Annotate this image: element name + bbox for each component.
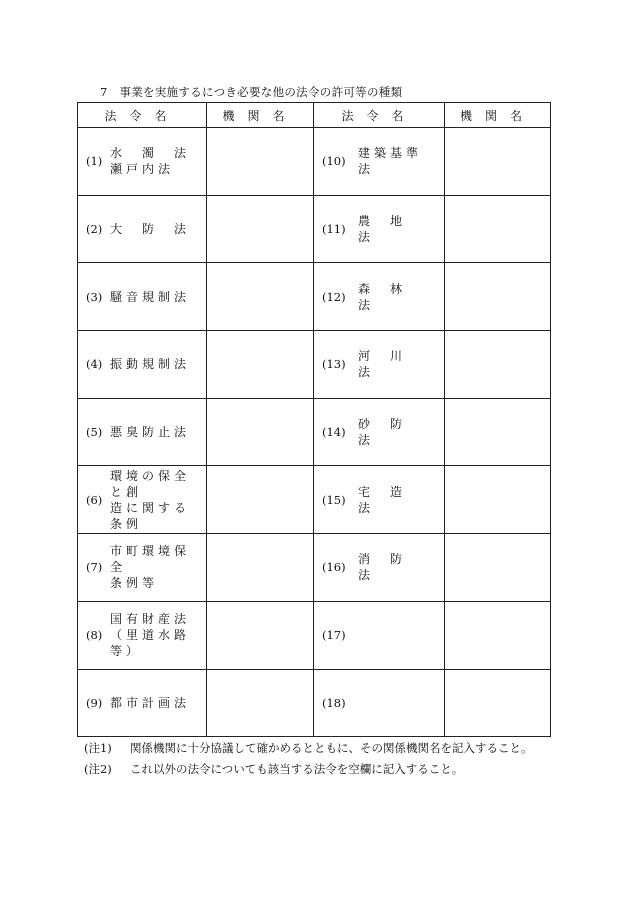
agency-cell-right[interactable] [445,195,551,263]
law-name-line: 瀬戸内法 [110,162,175,177]
law-name [110,424,196,440]
law-number: (15) [322,492,346,507]
law-number: (8) [86,628,103,643]
agency-cell-right[interactable] [445,128,551,196]
table-row [78,534,551,602]
law-name-line: 建築基準法 [358,146,423,177]
law-name-line: 悪臭防止法 [110,425,191,440]
agency-cell-left[interactable] [207,195,314,263]
agency-cell-left[interactable] [207,534,314,602]
notes [84,738,533,780]
note-2 [84,759,533,780]
law-name [110,221,196,237]
law-name [110,145,196,177]
note-1 [84,738,533,759]
law-name [110,356,196,372]
note-1-text: 関係機関に十分協議して確かめるとともに、その関係機関名を記入すること。 [130,741,533,755]
law-name [110,543,196,591]
law-number: (6) [86,492,103,507]
law-name-line: 環境の保全と創 [110,468,191,499]
law-name-line: 宅 造 法 [358,484,423,515]
agency-cell-right[interactable] [445,601,551,669]
table-header-row [78,103,551,128]
agency-cell-left[interactable] [207,398,314,466]
table-row [78,195,551,263]
header-law-name-left: 法令名 [78,103,207,128]
law-cell-right [314,534,445,602]
law-cell-right [314,466,445,534]
law-cell-right [314,601,445,669]
law-number: (16) [322,560,346,575]
law-name [110,695,196,711]
law-name-line: 森 林 法 [358,281,423,312]
law-name-line: 大 防 法 [110,222,191,237]
table-row [78,263,551,331]
law-number: (2) [86,222,103,237]
law-number: (3) [86,289,103,304]
agency-cell-right[interactable] [445,398,551,466]
agency-cell-left[interactable] [207,128,314,196]
law-number: (7) [86,560,103,575]
law-name [110,468,196,532]
law-cell-right [314,669,445,737]
law-number: (11) [322,222,346,237]
agency-cell-right[interactable] [445,331,551,399]
law-name-line: 河 川 法 [358,349,423,380]
law-cell-left [78,331,207,399]
law-name [358,213,434,245]
note-2-label: (注2) [84,762,112,776]
table-row [78,601,551,669]
law-name-line: 農 地 法 [358,214,423,245]
law-cell-left [78,398,207,466]
law-name [358,281,434,313]
table-row [78,669,551,737]
law-cell-right [314,263,445,331]
law-name-line: 振動規制法 [110,357,191,372]
law-number: (14) [322,425,346,440]
law-name-line: 砂 防 法 [358,417,423,448]
agency-cell-left[interactable] [207,263,314,331]
law-name-line: 造に関する条例 [110,500,191,531]
law-cell-left [78,128,207,196]
agency-cell-right[interactable] [445,466,551,534]
law-number: (5) [86,425,103,440]
header-agency-name-left: 機関名 [207,103,314,128]
law-number: (13) [322,357,346,372]
law-cell-left [78,466,207,534]
agency-cell-left[interactable] [207,601,314,669]
section-title: 7 事業を実施するにつき必要な他の法令の許可等の種類 [100,85,403,99]
agency-cell-right[interactable] [445,263,551,331]
header-agency-name-right: 機関名 [445,103,551,128]
law-number: (10) [322,154,346,169]
agency-cell-right[interactable] [445,534,551,602]
agency-cell-left[interactable] [207,669,314,737]
permits-table [77,102,551,737]
law-name-line: 消 防 法 [358,552,423,583]
law-name-line: 都市計画法 [110,695,191,710]
law-name-line: 国有財産法 [110,612,191,627]
agency-cell-left[interactable] [207,466,314,534]
table-row [78,398,551,466]
law-cell-left [78,534,207,602]
header-law-name-right: 法令名 [314,103,445,128]
law-cell-right [314,128,445,196]
law-number: (12) [322,289,346,304]
law-name-line: （里道水路等） [110,628,191,659]
law-cell-left [78,669,207,737]
note-1-label: (注1) [84,741,112,755]
law-cell-right [314,331,445,399]
law-name-line: 騒音規制法 [110,289,191,304]
law-cell-left [78,601,207,669]
table-row [78,331,551,399]
law-name-line: 条例等 [110,576,159,591]
table-row [78,128,551,196]
agency-cell-left[interactable] [207,331,314,399]
law-name [358,145,434,177]
law-cell-right [314,398,445,466]
law-number: (4) [86,357,103,372]
agency-cell-right[interactable] [445,669,551,737]
table-body [78,128,551,737]
law-name [110,611,196,659]
law-cell-left [78,263,207,331]
law-name [110,289,196,305]
law-number: (17) [322,628,346,643]
law-number: (9) [86,695,103,710]
law-name [358,484,434,516]
law-name-line: 市町環境保全 [110,544,191,575]
law-name [358,348,434,380]
law-number: (1) [86,154,103,169]
law-name [358,416,434,448]
law-cell-left [78,195,207,263]
law-name-line: 水 濁 法 [110,146,191,161]
law-number: (18) [322,695,346,710]
law-cell-right [314,195,445,263]
note-2-text: これ以外の法令についても該当する法令を空欄に記入すること。 [130,762,464,776]
law-name [358,551,434,583]
table-row [78,466,551,534]
